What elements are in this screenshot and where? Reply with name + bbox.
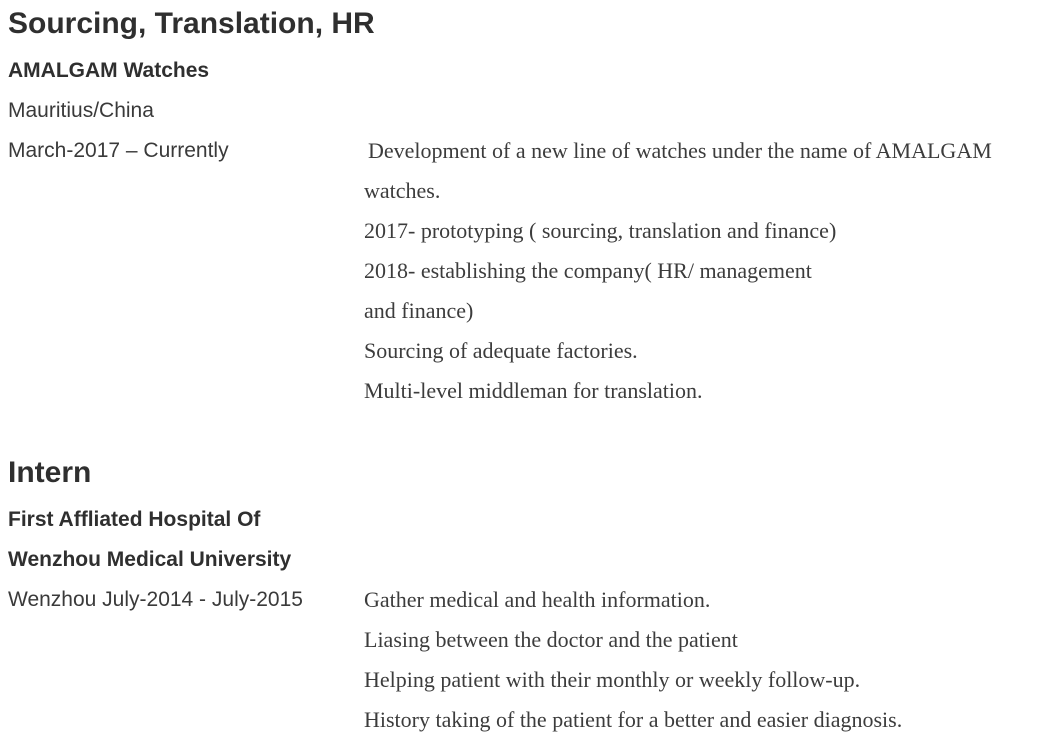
description-line: 2018- establishing the company( HR/ management (364, 258, 812, 283)
company-name-line-1: First Affliated Hospital Of (8, 508, 261, 531)
job-date-column (8, 131, 364, 171)
job-date-range: Wenzhou July-2014 - July-2015 (8, 588, 303, 611)
job-detail-row (8, 131, 1062, 411)
description-line: watches. (364, 178, 441, 203)
description-line: Helping patient with their monthly or weekly follow-up. (364, 667, 861, 692)
job-date-column (8, 580, 364, 620)
description-line: Multi-level middleman for translation. (364, 378, 703, 403)
description-line: Liasing between the doctor and the patient (364, 627, 738, 652)
company-name: AMALGAM Watches (8, 59, 210, 82)
job-location: Mauritius/China (8, 99, 154, 122)
description-line: and finance) (364, 298, 474, 323)
job-detail-row (8, 580, 1062, 740)
job-section-intern (8, 455, 1062, 740)
job-title: Sourcing, Translation, HR (8, 7, 375, 40)
description-line: Gather medical and health information. (364, 587, 711, 612)
job-date-range: March-2017 – Currently (8, 139, 229, 162)
job-description (364, 131, 1062, 411)
job-title: Intern (8, 456, 92, 489)
description-line: Sourcing of adequate factories. (364, 338, 638, 363)
job-description (364, 580, 1062, 740)
job-section-sourcing (8, 6, 1062, 411)
description-line: Development of a new line of watches under the name of AMALGAM (368, 138, 992, 163)
company-name-line-2: Wenzhou Medical University (8, 548, 292, 571)
description-line: 2017- prototyping ( sourcing, translation and finance) (364, 218, 837, 243)
description-line: History taking of the patient for a better and easier diagnosis. (364, 707, 903, 732)
